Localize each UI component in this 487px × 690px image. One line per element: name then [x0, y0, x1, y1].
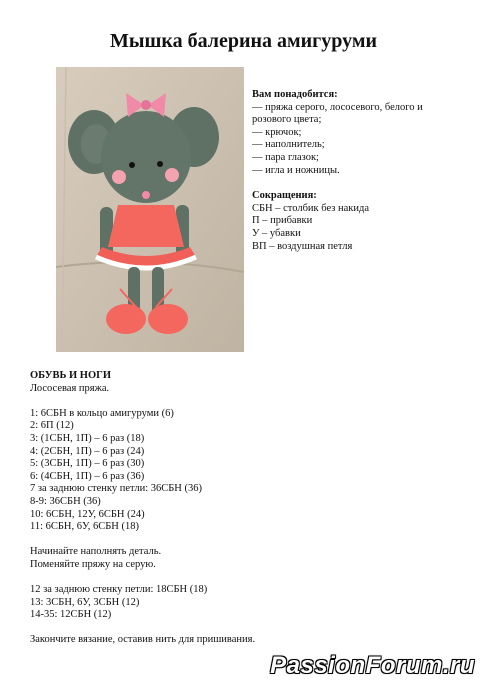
- section-heading: ОБУВЬ И НОГИ: [30, 370, 111, 381]
- materials-item: — крючок;: [252, 126, 302, 138]
- abbreviation-item: ВП – воздушная петля: [252, 240, 353, 252]
- materials-item: — пряжа серого, лососевого, белого и: [252, 101, 423, 113]
- pattern-section: [30, 370, 460, 647]
- yarn-note: Лососевая пряжа.: [30, 382, 110, 394]
- page-title: Мышка балерина амигуруми: [109, 30, 377, 52]
- final-instruction: Закончите вязание, оставив нить для пришивания.: [30, 634, 256, 646]
- pattern-row: 12 за заднюю стенку петли: 18СБН (18): [30, 584, 208, 596]
- amigurumi-photo: [56, 67, 244, 352]
- materials-item: розового цвета;: [252, 114, 322, 126]
- pattern-row: 7 за заднюю стенку петли: 36СБН (36): [30, 483, 202, 495]
- pattern-row: 14-35: 12СБН (12): [30, 609, 112, 621]
- materials-block: [252, 89, 472, 253]
- abbreviation-item: П – прибавки: [252, 215, 313, 227]
- materials-item: — наполнитель;: [252, 139, 325, 151]
- pattern-row: 5: (3СБН, 1П) – 6 раз (30): [30, 458, 145, 470]
- pattern-row: 11: 6СБН, 6У, 6СБН (18): [30, 521, 139, 533]
- instruction-note: Поменяйте пряжу на серую.: [30, 558, 156, 570]
- pattern-row: 3: (1СБН, 1П) – 6 раз (18): [30, 432, 145, 444]
- pattern-row: 4: (2СБН, 1П) – 6 раз (24): [30, 445, 145, 457]
- abbreviation-item: СБН – столбик без накида: [252, 202, 370, 214]
- pattern-row: 10: 6СБН, 12У, 6СБН (24): [30, 508, 145, 520]
- pattern-row: 13: 3СБН, 6У, 3СБН (12): [30, 596, 140, 608]
- pattern-row: 8-9: 36СБН (36): [30, 495, 101, 507]
- instruction-note: Начинайте наполнять деталь.: [30, 546, 162, 558]
- materials-item: — пара глазок;: [252, 151, 319, 163]
- abbreviation-item: У – убавки: [252, 227, 301, 239]
- abbreviations-heading: Сокращения:: [252, 190, 317, 202]
- materials-item: — игла и ножницы.: [252, 164, 340, 176]
- watermark-logo: PassionForum.ru: [270, 652, 475, 679]
- pattern-row: 6: (4СБН, 1П) – 6 раз (36): [30, 470, 145, 482]
- materials-heading: Вам понадобится:: [252, 89, 338, 100]
- pattern-row: 1: 6СБН в кольцо амигуруми (6): [30, 407, 174, 419]
- pattern-row: 2: 6П (12): [30, 420, 74, 432]
